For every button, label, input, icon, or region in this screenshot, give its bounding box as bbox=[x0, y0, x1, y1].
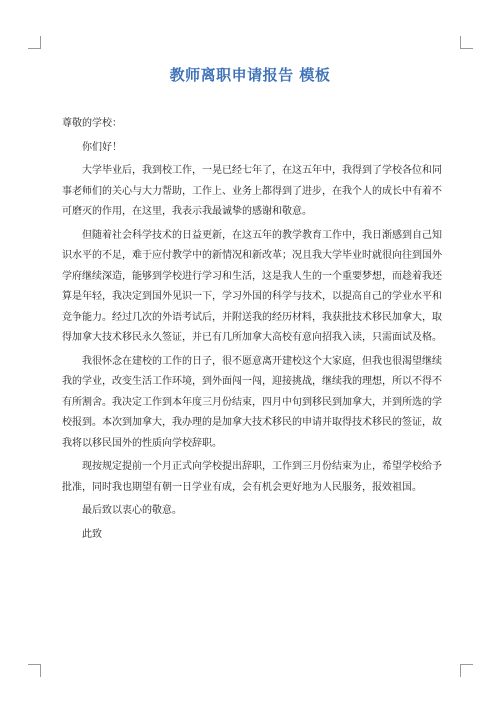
paragraph-1: 大学毕业后，我到校工作，一晃已经七年了，在这五年中，我得到了学校各位和同事老师们的关心与大力帮助，工作上、业务上都得到了进步，在我个人的成长中有着不可磨灭的作用，在这里，我表示我最诚挚的感谢和敬意。 bbox=[62, 165, 442, 217]
paragraph-4: 现按规定提前一个月正式向学校提出辞职，工作到三月份结束为止，希望学校给予批准，同时我也期望有朝一日学业有成，会有机会更好地为人民服务，报效祖国。 bbox=[62, 461, 442, 493]
crop-mark-top-right bbox=[460, 36, 473, 49]
paragraph-5: 最后致以衷心的敬意。 bbox=[82, 505, 182, 516]
paragraph-3: 我很怀念在建校的工作的日子，很不愿意离开建校这个大家庭，但我也很渴望继续我的学业，改变生活工作环境，到外面闯一闯，迎接挑战，继续我的理想，所以不得不有所割舍。我决定工作到本年度三月份结束，四月中旬到移民到加拿大，并到所选的学校报到。本次到加拿大，我办理的是加拿大技术移民的申请并取得技术移民的签证，故我将以移民国外的性质向学校辞职。 bbox=[62, 355, 442, 449]
document-title: 教师离职申请报告 模板 bbox=[169, 66, 331, 84]
crop-mark-bottom-right bbox=[460, 664, 473, 677]
crop-mark-bottom-left bbox=[28, 664, 41, 677]
salutation: 尊敬的学校： bbox=[62, 118, 122, 129]
paragraph-2: 但随着社会科学技术的日益更新，在这五年的教学教育工作中，我日渐感到自己知识水平的不足，难于应付教学中的新情况和新改革；况且我大学毕业时就很向往到国外学府继续深造，能够到学校进行学习和生活，这是我人生的一个重要梦想，而趁着我还算是年轻，我决定到国外见识一下，学习外国的科学与技术，以提高自己的学业水平和竞争能力。经过几次的外语考试后，并附送我的经历材料，我获批技术移民加拿大，取得加拿大技术移民永久签证，并已有几所加拿大高校有意向招我入读，只需面试及格。 bbox=[62, 229, 442, 343]
closing: 此致 bbox=[82, 528, 102, 540]
document-body bbox=[62, 114, 442, 548]
crop-mark-top-left bbox=[28, 36, 41, 49]
greeting: 你们好！ bbox=[82, 141, 122, 153]
